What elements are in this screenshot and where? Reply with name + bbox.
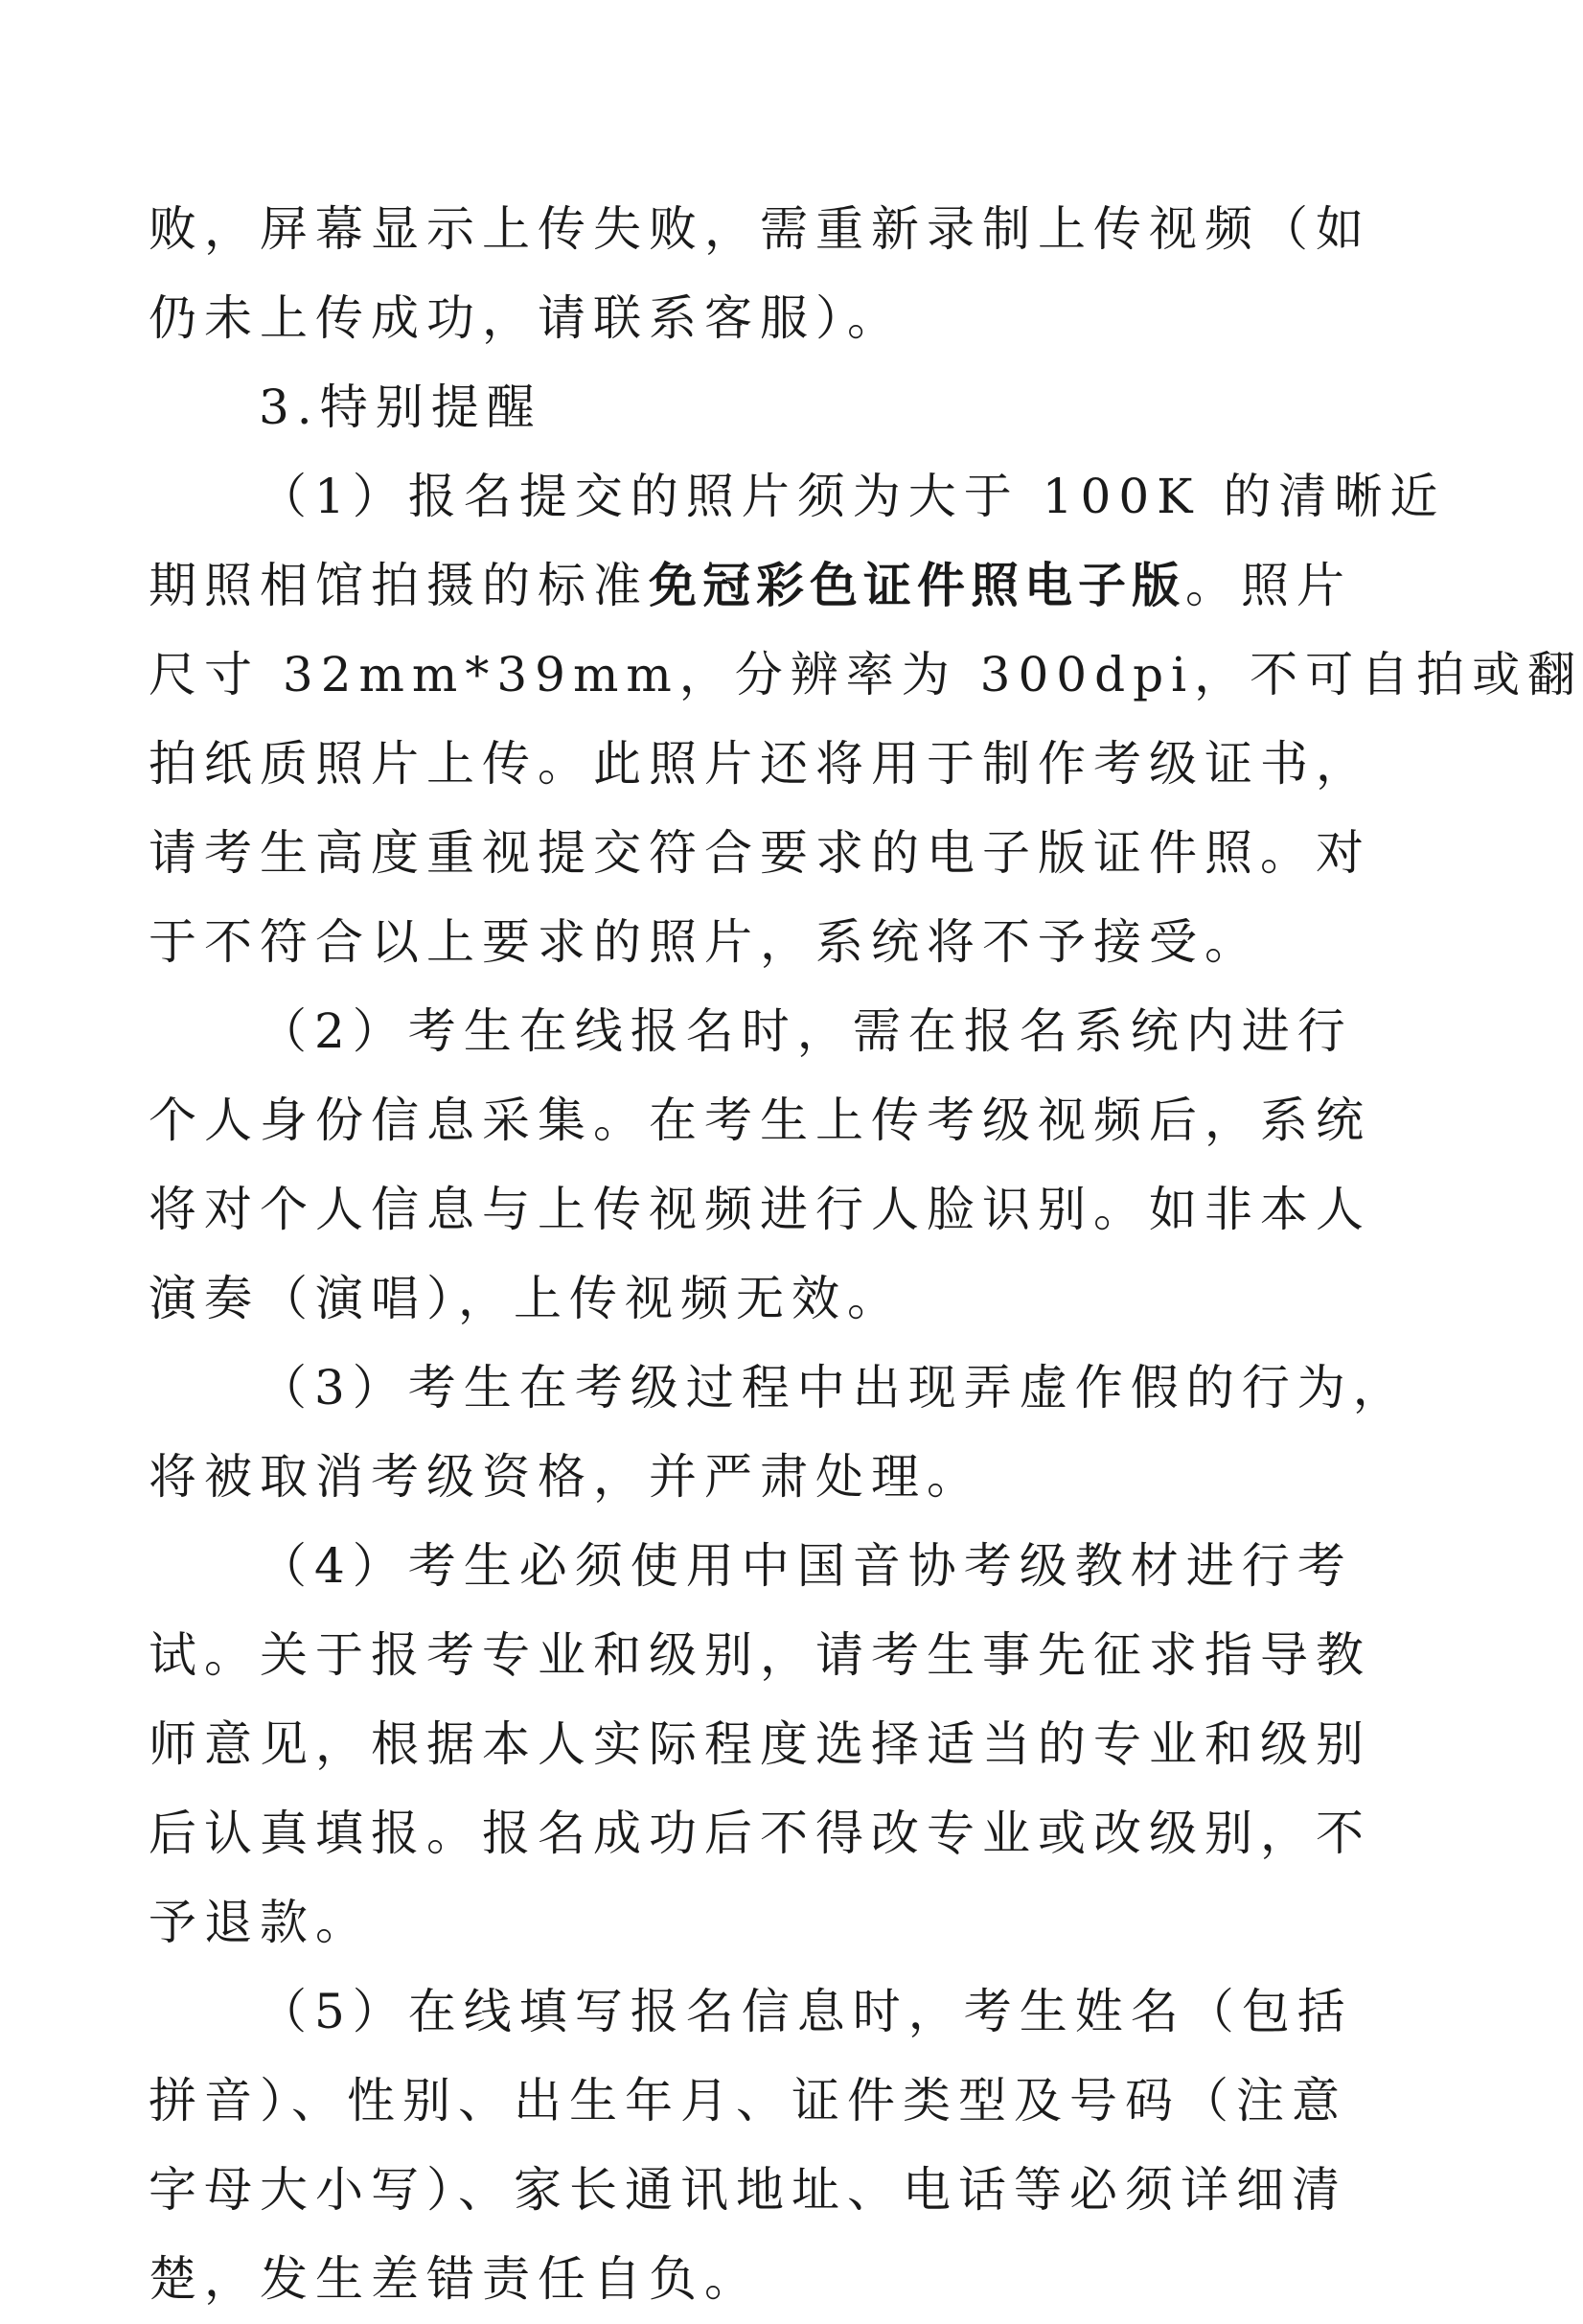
text-line: 将对个人信息与上传视频进行人脸识别。如非本人 — [149, 1182, 1371, 1237]
text-line: （2）考生在线报名时，需在报名系统内进行 — [259, 1003, 1353, 1059]
text-line: （3）考生在考级过程中出现弄虚作假的行为， — [259, 1360, 1409, 1415]
text-line: 师意见，根据本人实际程度选择适当的专业和级别 — [149, 1716, 1371, 1772]
text-line: 试。关于报考专业和级别，请考生事先征求指导教 — [149, 1627, 1371, 1683]
text-line: 字母大小写）、家长通讯地址、电话等必须详细清 — [149, 2162, 1347, 2218]
text-line: 拼音）、性别、出生年月、证件类型及号码（注意 — [149, 2073, 1347, 2128]
text-line: 于不符合以上要求的照片，系统将不予接受。 — [149, 914, 1260, 970]
text-line: （4）考生必须使用中国音协考级教材进行考 — [259, 1538, 1353, 1594]
text-line: 尺寸 32mm*39mm，分辨率为 300dpi，不可自拍或翻 — [149, 647, 1583, 702]
text-line: 楚，发生差错责任自负。 — [149, 2251, 760, 2307]
section-heading: 3.特别提醒 — [259, 380, 542, 435]
text-line: 败，屏幕显示上传失败，需重新录制上传视频（如 — [149, 201, 1371, 257]
text-line: 拍纸质照片上传。此照片还将用于制作考级证书， — [149, 736, 1371, 792]
text-line: 仍未上传成功，请联系客服）。 — [149, 290, 903, 346]
text-line: 后认真填报。报名成功后不得改专业或改级别，不 — [149, 1806, 1371, 1861]
text-line: （1）报名提交的照片须为大于 100K 的清晰近 — [259, 469, 1446, 524]
text-line: 个人身份信息采集。在考生上传考级视频后，系统 — [149, 1093, 1371, 1148]
emphasis-text: 免冠彩色证件照电子版 — [649, 558, 1185, 613]
text-line: （5）在线填写报名信息时，考生姓名（包括 — [259, 1984, 1353, 2039]
text-fragment: 。照片 — [1185, 558, 1352, 613]
text-line: 请考生高度重视提交符合要求的电子版证件照。对 — [149, 825, 1371, 881]
document-body — [149, 185, 1583, 2324]
text-line: 将被取消考级资格，并严肃处理。 — [149, 1449, 982, 1505]
text-line-with-emphasis — [149, 541, 1380, 631]
text-fragment: 期照相馆拍摄的标准 — [149, 558, 649, 613]
text-line: 演奏（演唱），上传视频无效。 — [149, 1271, 903, 1326]
text-line: 予退款。 — [149, 1895, 371, 1950]
